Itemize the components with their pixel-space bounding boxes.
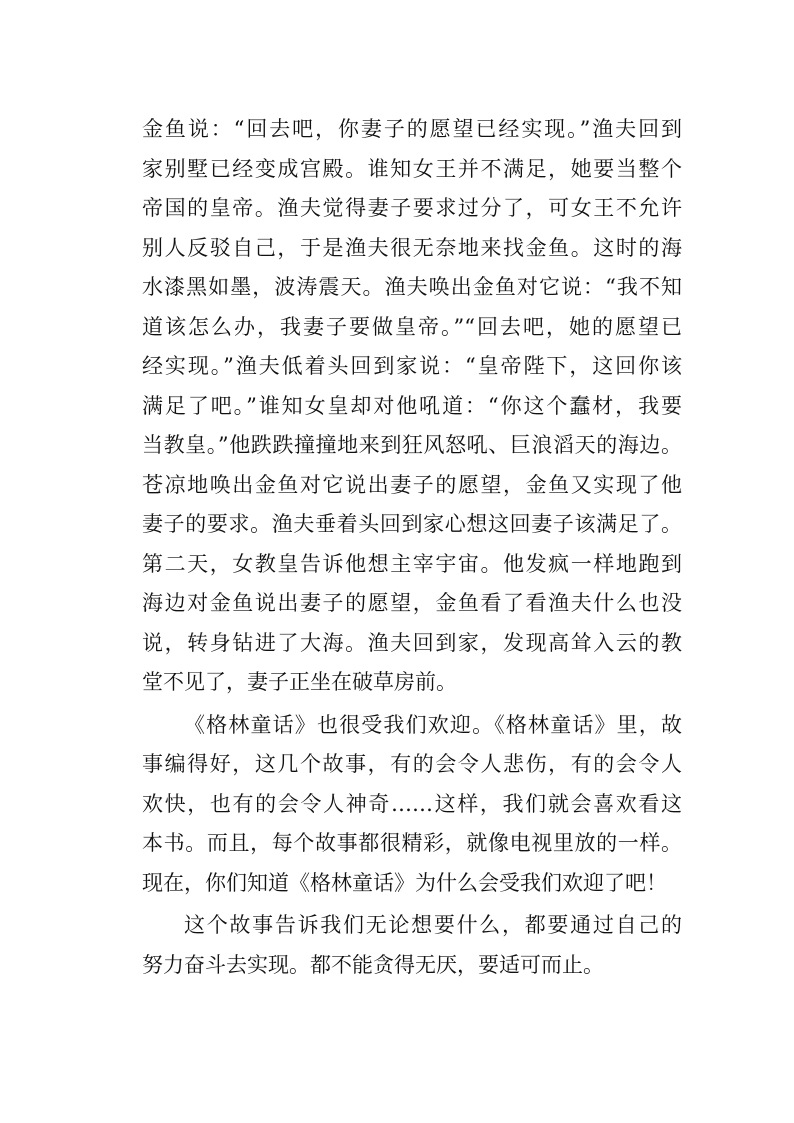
document-body bbox=[142, 110, 682, 985]
text-line: 妻子的要求。渔夫垂着头回到家心想这回妻子该满足了。 bbox=[142, 512, 682, 536]
text-line: 金鱼说：“回去吧，你妻子的愿望已经实现。”渔夫回到 bbox=[142, 117, 682, 141]
text-line: 帝国的皇帝。渔夫觉得妻子要求过分了，可女王不允许 bbox=[142, 196, 682, 220]
text-line: 现在，你们知道《格林童话》为什么会受我们欢迎了吧！ bbox=[142, 870, 667, 895]
text-line: 欢快，也有的会令人神奇……这样，我们就会喜欢看这 bbox=[142, 791, 682, 816]
text-line: 水漆黑如墨，波涛震天。渔夫唤出金鱼对它说：“我不知 bbox=[142, 275, 682, 299]
text-line: 努力奋斗去实现。都不能贪得无厌，要适可而止。 bbox=[142, 952, 604, 977]
text-line: 说，转身钻进了大海。渔夫回到家，发现高耸入云的教 bbox=[142, 630, 682, 655]
text-line: 苍凉地唤出金鱼对它说出妻子的愿望，金鱼又实现了他 bbox=[142, 472, 682, 497]
text-line: 本书。而且，每个故事都很精彩，就像电视里放的一样。 bbox=[142, 831, 682, 855]
paragraph-moral bbox=[142, 906, 682, 985]
text-line: 第二天，女教皇告诉他想主宰宇宙。他发疯一样地跑到 bbox=[142, 551, 682, 576]
text-line: 道该怎么办，我妻子要做皇帝。”“回去吧，她的愿望已 bbox=[142, 314, 682, 339]
text-line: 《格林童话》也很受我们欢迎。《格林童话》里，故 bbox=[184, 712, 682, 737]
text-line: 家别墅已经变成宫殿。谁知女王并不满足，她要当整个 bbox=[142, 156, 682, 181]
paragraph-story bbox=[142, 110, 682, 703]
text-line: 事编得好，这几个故事，有的会令人悲伤，有的会令人 bbox=[142, 752, 682, 776]
text-line: 这个故事告诉我们无论想要什么，都要通过自己的 bbox=[184, 913, 682, 937]
text-line: 当教皇。”他跌跌撞撞地来到狂风怒吼、巨浪滔天的海边。 bbox=[142, 433, 682, 457]
paragraph-grimm bbox=[142, 706, 682, 904]
text-line: 海边对金鱼说出妻子的愿望，金鱼看了看渔夫什么也没 bbox=[142, 591, 682, 615]
text-line: 堂不见了，妻子正坐在破草房前。 bbox=[142, 670, 457, 694]
text-line: 经实现。”渔夫低着头回到家说：“皇帝陛下，这回你该 bbox=[142, 354, 682, 378]
text-line: 满足了吧。”谁知女皇却对他吼道：“你这个蠢材，我要 bbox=[142, 393, 682, 418]
text-line: 别人反驳自己，于是渔夫很无奈地来找金鱼。这时的海 bbox=[142, 235, 682, 260]
